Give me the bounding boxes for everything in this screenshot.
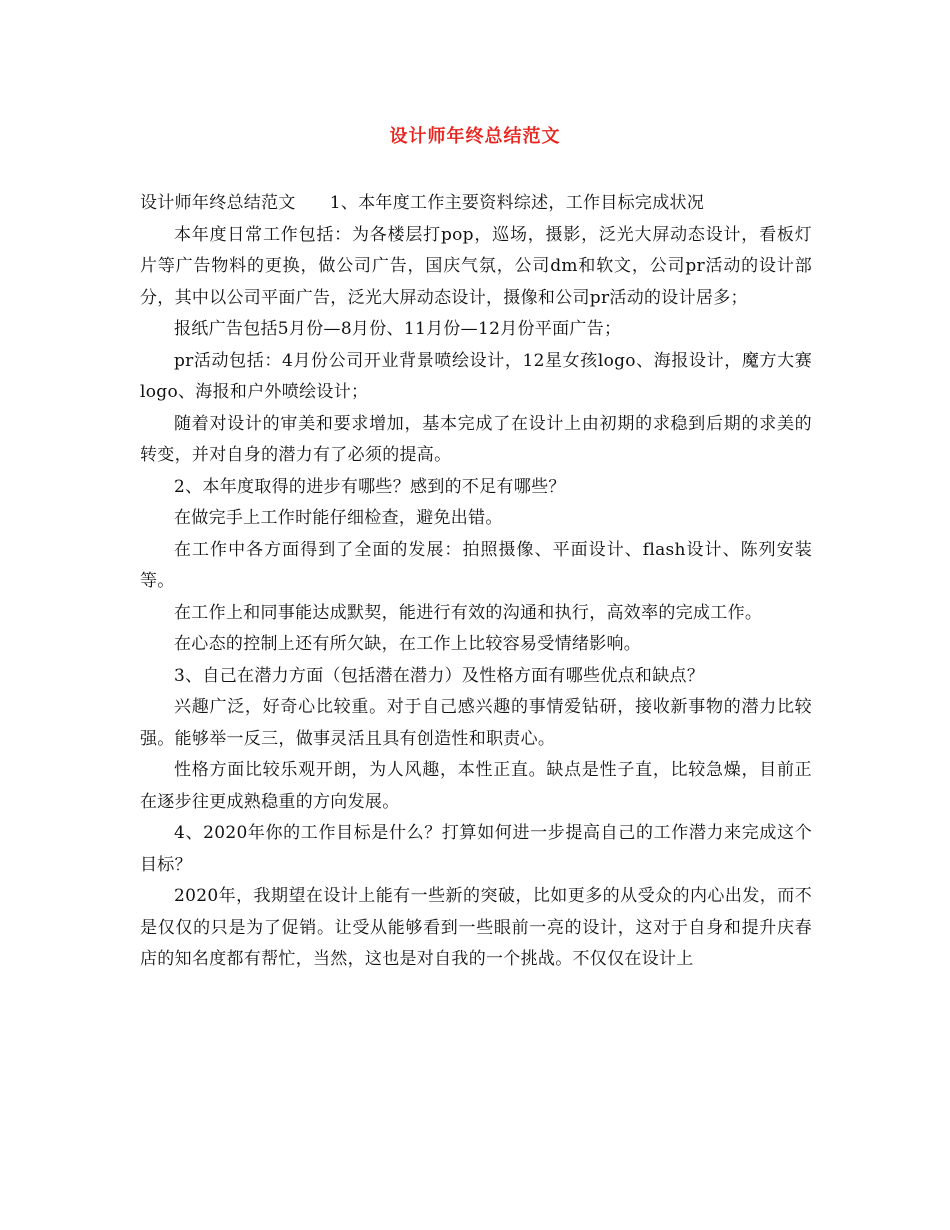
paragraph: 报纸广告包括5月份—8月份、11月份—12月份平面广告； — [174, 319, 622, 339]
paragraph: 兴趣广泛，好奇心比较重。对于自己感兴趣的事情爱钻研，接收新事物的潜力比较强。能够举一反三，做事灵活且具有创造性和职责心。 — [140, 697, 812, 749]
opening-line — [140, 188, 812, 220]
opening-line-heading: 1、本年度工作主要资料综述，工作目标完成状况 — [329, 193, 705, 213]
paragraph: 在工作中各方面得到了全面的发展：拍照摄像、平面设计、flash设计、陈列安装等。 — [140, 539, 812, 591]
paragraph: pr活动包括：4月份公司开业背景喷绘设计，12星女孩logo、海报设计，魔方大赛logo、海报和户外喷绘设计； — [140, 350, 812, 402]
paragraph: 2020年，我期望在设计上能有一些新的突破，比如更多的从受众的内心出发，而不是仅仅的只是为了促销。让受从能够看到一些眼前一亮的设计，这对于自身和提升庆春店的知名度都有帮忙，当然，这也是对自我的一个挑战。不仅仅在设计上 — [140, 886, 812, 969]
document-title: 设计师年终总结范文 — [389, 126, 561, 147]
section-heading: 3、自己在潜力方面（包括潜在潜力）及性格方面有哪些优点和缺点？ — [174, 665, 705, 686]
paragraph: 本年度日常工作包括：为各楼层打pop，巡场，摄影，泛光大屏动态设计，看板灯片等广告物料的更换，做公司广告，国庆气氛，公司dm和软文，公司pr活动的设计部分，其中以公司平面广告，泛光大屏动态设计，摄像和公司pr活动的设计居多； — [140, 224, 812, 308]
paragraph: 随着对设计的审美和要求增加，基本完成了在设计上由初期的求稳到后期的求美的转变，并对自身的潜力有了必须的提高。 — [140, 413, 812, 465]
paragraph: 在工作上和同事能达成默契，能进行有效的沟通和执行，高效率的完成工作。 — [174, 602, 763, 623]
section-heading: 4、2020年你的工作目标是什么？打算如何进一步提高自己的工作潜力来完成这个目标？ — [140, 823, 812, 875]
paragraph: 在心态的控制上还有所欠缺，在工作上比较容易受情绪影响。 — [174, 634, 642, 654]
paragraph: 性格方面比较乐观开朗，为人风趣，本性正直。缺点是性子直，比较急燥，目前正在逐步往更成熟稳重的方向发展。 — [140, 760, 812, 812]
paragraph: 在做完手上工作时能仔细检查，避免出错。 — [174, 508, 503, 528]
section-heading: 2、本年度取得的进步有哪些？感到的不足有哪些？ — [174, 476, 566, 497]
opening-line-lead: 设计师年终总结范文 — [140, 193, 296, 213]
document-body — [140, 188, 812, 976]
